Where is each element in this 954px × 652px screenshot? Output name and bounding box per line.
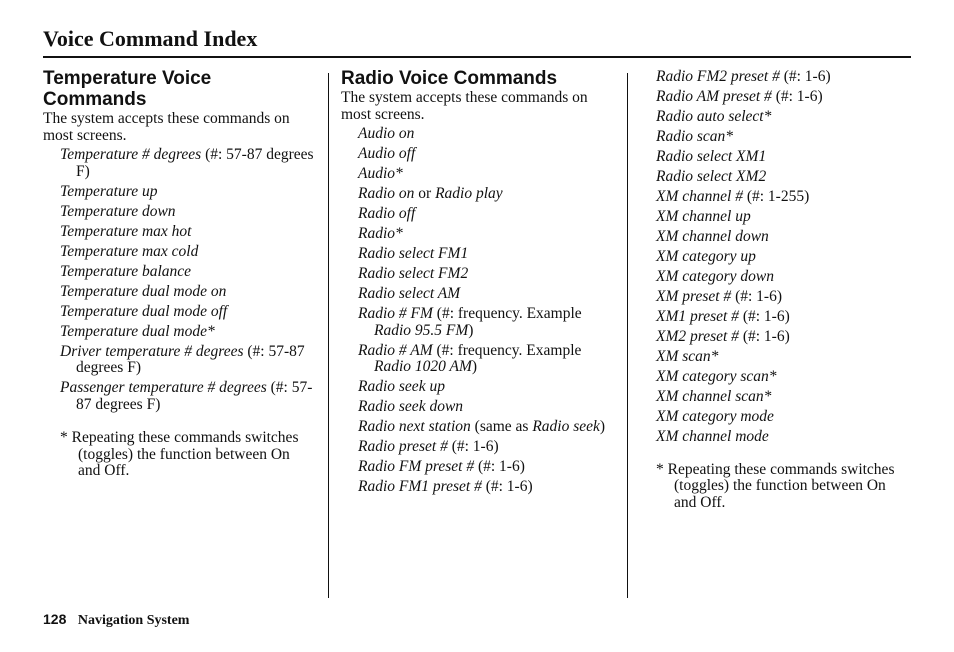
radio-heading: Radio Voice Commands: [341, 68, 558, 89]
command-phrase: Radio select FM1: [358, 245, 469, 262]
command-phrase: Radio next station: [358, 418, 471, 435]
command-item: [656, 89, 896, 106]
command-item: [656, 389, 896, 406]
temperature-intro: The system accepts these commands on most screens.: [43, 110, 290, 144]
command-item: [358, 146, 613, 163]
command-item: [60, 184, 315, 201]
command-phrase: Passenger temperature # degrees: [60, 379, 267, 396]
command-phrase: XM category scan*: [656, 368, 777, 385]
command-item: [358, 126, 613, 143]
command-item: [60, 204, 315, 221]
command-note: (#: 57-87 degrees F): [76, 146, 314, 180]
command-note: (#: 1-6): [447, 438, 499, 455]
command-note: ): [599, 418, 606, 435]
radio-intro: The system accepts these commands on most screens.: [341, 89, 588, 123]
command-phrase: XM channel up: [656, 208, 751, 225]
command-note: or: [414, 185, 436, 202]
command-note: ): [471, 358, 478, 375]
command-phrase: Radio # FM: [358, 305, 433, 322]
command-phrase: XM channel #: [656, 188, 743, 205]
command-item: [60, 380, 315, 413]
command-phrase: Radio auto select*: [656, 108, 772, 125]
command-item: [656, 289, 896, 306]
command-item: [358, 439, 613, 456]
command-phrase: Radio off: [358, 205, 416, 222]
command-phrase: XM category mode: [656, 408, 774, 425]
command-phrase: Temperature max hot: [60, 222, 192, 240]
command-item: [358, 186, 613, 203]
command-phrase: Radio FM2 preset #: [656, 68, 780, 85]
command-item: [656, 429, 896, 446]
command-phrase: Radio 1020 AM: [374, 358, 472, 375]
command-note: (#: 57-87 degrees F): [76, 379, 313, 413]
command-note: (#: 1-6): [731, 288, 782, 305]
command-phrase: Radio select XM2: [656, 168, 767, 185]
command-item: [656, 269, 896, 286]
command-item: [358, 246, 613, 263]
command-phrase: Temperature max cold: [60, 242, 199, 260]
command-phrase: Driver temperature # degrees: [60, 342, 244, 360]
command-item: [60, 324, 315, 341]
command-phrase: Radio play: [435, 185, 503, 202]
title-rule: [43, 56, 911, 58]
command-note: (#: 1-6): [481, 478, 533, 495]
temperature-heading: Temperature Voice Commands: [43, 68, 212, 110]
command-phrase: Radio preset #: [358, 438, 448, 455]
command-note: (#: 1-6): [738, 308, 790, 325]
command-item: [358, 379, 613, 396]
command-phrase: XM channel down: [656, 228, 769, 245]
command-phrase: Radio seek: [532, 418, 600, 435]
command-phrase: Temperature dual mode*: [60, 322, 215, 340]
radio-commands-continued-column: [656, 69, 896, 511]
command-phrase: Radio 95.5 FM: [374, 321, 469, 339]
column-divider: [328, 73, 329, 598]
command-phrase: XM scan*: [656, 348, 719, 365]
command-item: [656, 209, 896, 226]
command-item: [358, 306, 613, 339]
command-note: (#: 1-255): [742, 188, 810, 205]
command-item: [358, 343, 613, 376]
page-footer: [43, 610, 189, 630]
radio-footnote: * Repeating these commands switches (toggles) the function between On and Off.: [656, 460, 895, 511]
radio-commands-column: [341, 68, 613, 499]
command-item: [358, 166, 613, 183]
radio-command-list: [341, 126, 613, 496]
command-item: [656, 129, 896, 146]
command-phrase: XM category down: [656, 268, 774, 285]
command-note: (#: frequency. Example: [432, 305, 582, 322]
command-item: [358, 459, 613, 476]
command-phrase: XM channel mode: [656, 428, 769, 445]
page-number: 128: [43, 611, 67, 627]
command-phrase: Radio on: [358, 185, 415, 202]
command-item: [358, 479, 613, 496]
command-phrase: XM preset #: [656, 288, 732, 305]
command-item: [60, 264, 315, 281]
command-item: [60, 284, 315, 301]
command-phrase: XM2 preset #: [656, 328, 739, 345]
command-phrase: Radio scan*: [656, 128, 734, 145]
command-item: [60, 344, 315, 377]
command-phrase: Radio seek down: [358, 398, 464, 415]
command-item: [60, 304, 315, 321]
command-item: [358, 399, 613, 416]
command-item: [656, 149, 896, 166]
command-item: [656, 309, 896, 326]
command-item: [358, 266, 613, 283]
command-note: (#: 57-87 degrees F): [76, 342, 305, 376]
command-item: [60, 224, 315, 241]
command-note: (#: 1-6): [779, 68, 831, 85]
command-phrase: Audio*: [358, 165, 403, 182]
command-phrase: Radio select XM1: [656, 148, 767, 165]
command-item: [656, 169, 896, 186]
command-item: [358, 226, 613, 243]
command-item: [656, 249, 896, 266]
command-note: (#: 1-6): [474, 458, 525, 475]
command-item: [358, 286, 613, 303]
command-note: (#: 1-6): [738, 328, 790, 345]
command-item: [656, 349, 896, 366]
command-phrase: Radio select AM: [358, 285, 461, 302]
command-phrase: XM1 preset #: [656, 308, 739, 325]
command-note: ): [468, 321, 474, 339]
command-item: [656, 109, 896, 126]
footer-label: Navigation System: [77, 613, 190, 628]
command-item: [358, 206, 613, 223]
command-phrase: Audio off: [358, 145, 416, 162]
command-item: [656, 229, 896, 246]
command-item: [60, 244, 315, 261]
command-note: (#: 1-6): [771, 88, 823, 105]
radio-command-list-continued: [656, 69, 896, 446]
command-item: [656, 189, 896, 206]
command-note: (same as: [470, 418, 533, 435]
command-note: (#: frequency. Example: [432, 341, 582, 359]
command-phrase: Radio*: [358, 225, 403, 242]
command-item: [358, 419, 613, 436]
command-phrase: Temperature balance: [60, 262, 192, 280]
command-item: [656, 329, 896, 346]
command-phrase: Radio seek up: [358, 378, 445, 395]
command-item: [656, 409, 896, 426]
temperature-commands-column: [43, 68, 315, 480]
command-phrase: Temperature # degrees: [60, 146, 202, 163]
command-item: [656, 69, 896, 86]
page-title: Voice Command Index: [43, 26, 258, 51]
command-phrase: Audio on: [358, 125, 415, 142]
command-phrase: Radio FM1 preset #: [358, 478, 482, 495]
command-item: [60, 147, 315, 180]
column-divider: [627, 73, 628, 598]
command-phrase: Temperature down: [60, 202, 176, 220]
command-phrase: Temperature dual mode off: [60, 302, 228, 320]
command-phrase: Radio AM preset #: [656, 88, 772, 105]
command-item: [656, 369, 896, 386]
command-phrase: XM channel scan*: [656, 388, 772, 405]
command-phrase: Temperature up: [60, 182, 158, 200]
command-phrase: Radio FM preset #: [358, 458, 475, 475]
temperature-footnote: * Repeating these commands switches (toggles) the function between On and Off.: [60, 429, 299, 479]
command-phrase: XM category up: [656, 248, 756, 265]
command-phrase: Radio select FM2: [358, 265, 469, 282]
command-phrase: Temperature dual mode on: [60, 282, 227, 300]
command-phrase: Radio # AM: [358, 341, 433, 359]
temperature-command-list: [43, 147, 315, 413]
